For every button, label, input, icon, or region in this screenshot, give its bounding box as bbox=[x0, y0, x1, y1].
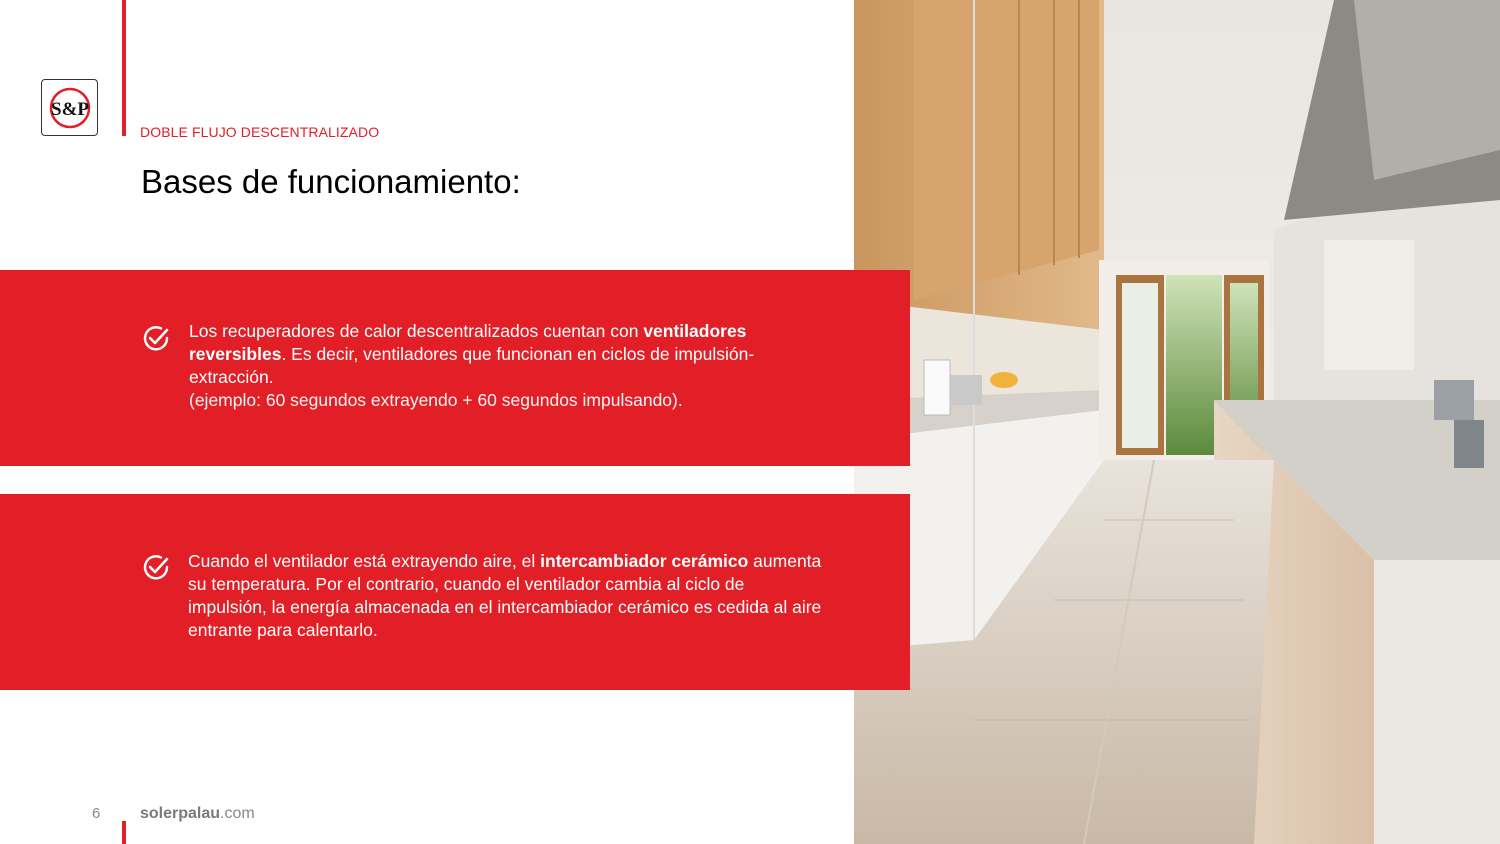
website-brand: solerpalau bbox=[140, 805, 221, 822]
band-text-rest: aumenta su temperatura. Por el contrario, cuando el ventilador cambia al ciclo de impulsión, la energía almacenada en el intercambiador cerámico es cedida al aire entrante para calentarlo. bbox=[188, 551, 822, 640]
band-text-intro: Los recuperadores de calor descentralizados cuentan con bbox=[189, 321, 644, 341]
svg-text:S&P: S&P bbox=[50, 98, 89, 120]
band-text-rest: . Es decir, ventiladores que funcionan en ciclos de impulsión-extracción. bbox=[189, 344, 755, 387]
band-text-intro: Cuando el ventilador está extrayendo aire, el bbox=[188, 551, 541, 571]
band-text-example: (ejemplo: 60 segundos extrayendo + 60 segundos impulsando). bbox=[189, 390, 683, 410]
website-tld: .com bbox=[220, 805, 255, 822]
section-kicker: DOBLE FLUJO DESCENTRALIZADO bbox=[140, 124, 380, 140]
check-circle-icon bbox=[141, 323, 171, 353]
page-title: Bases de funcionamiento: bbox=[141, 163, 521, 200]
kitchen-illustration bbox=[854, 0, 1500, 844]
band-text-highlight: intercambiador cerámico bbox=[540, 551, 749, 571]
accent-rule-top bbox=[122, 0, 126, 136]
kitchen-photo bbox=[854, 0, 1500, 844]
info-band-ceramic-exchanger bbox=[0, 494, 910, 690]
sp-logo-icon bbox=[48, 86, 92, 130]
band-text bbox=[188, 550, 828, 642]
band-text-highlight: ventiladores reversibles bbox=[189, 321, 747, 364]
accent-rule-bottom bbox=[122, 821, 126, 844]
info-band-reversible-fans bbox=[0, 270, 910, 466]
brand-logo bbox=[41, 79, 98, 136]
check-circle-icon bbox=[141, 552, 171, 582]
page-number: 6 bbox=[92, 805, 101, 822]
band-text bbox=[189, 320, 829, 412]
website-link[interactable] bbox=[140, 805, 255, 823]
